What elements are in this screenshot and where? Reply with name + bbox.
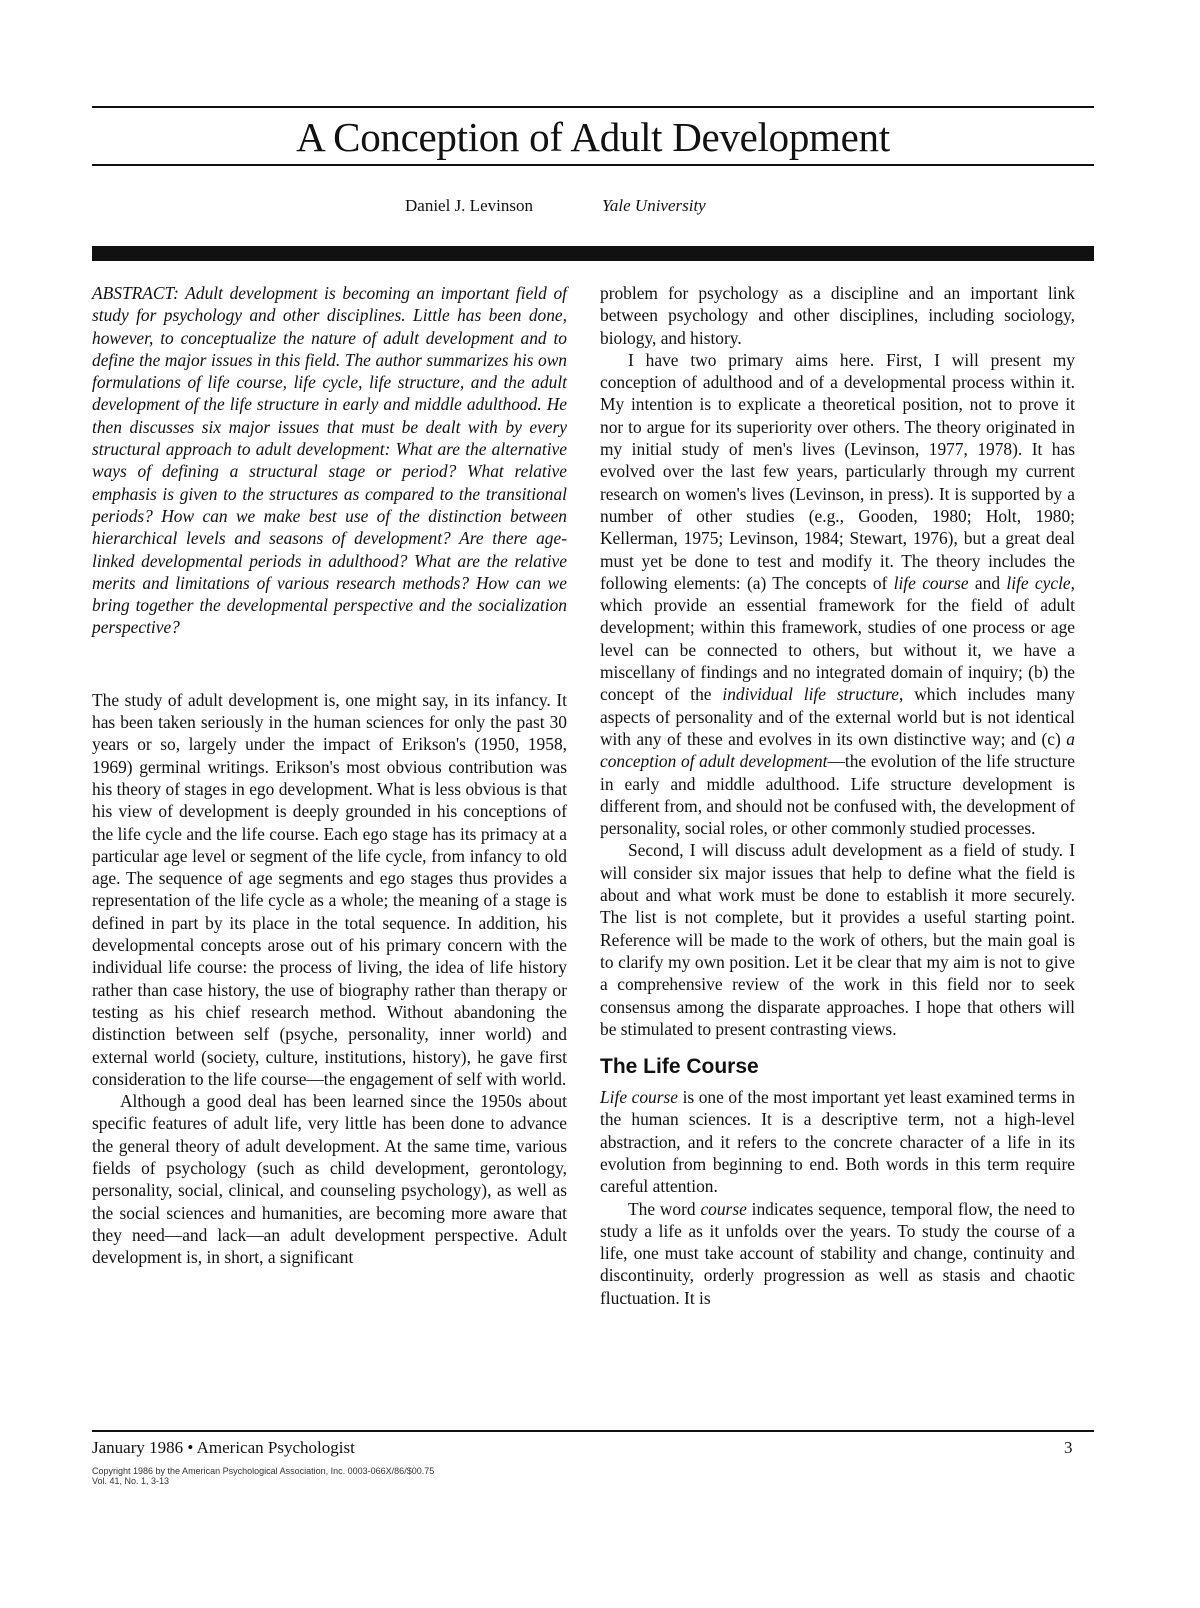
- body-paragraph: [600, 1086, 1075, 1197]
- body-paragraph: Although a good deal has been learned since the 1950s about specific features of adult life, very little has been done to advance the general theory of adult development. At the same time, various fields of psychology (such as child development, gerontology, personality, social, clinical, and counseling psychology), as well as the social sciences and humanities, are becoming more aware that they need—and lack—an adult development perspective. Adult development is, in short, a significant: [92, 1091, 567, 1268]
- author-affiliation: Yale University: [602, 196, 706, 215]
- term-conception-adult-development: a conception of adult development: [600, 728, 1075, 772]
- page-number: 3: [1064, 1438, 1073, 1457]
- term-individual-life-structure: individual life structure: [722, 684, 899, 705]
- term-life-cycle: life cycle: [1006, 572, 1071, 593]
- text-run: , which provide an essential framework for the field of adult development; within this framework, studies of one process or age level can be connected to others, but without it, we have a miscellany of findings and no integrated domain of inquiry; (b) the concept of the: [600, 572, 1075, 705]
- text-run: and: [968, 572, 1007, 593]
- left-column: [92, 282, 567, 1268]
- body-paragraph: Second, I will discuss adult development as a field of study. I will consider six major issues that help to define what the field is about and what work must be done to establish it more securely. The list is not complete, but it provides a useful starting point. Reference will be made to the work of others, but the main goal is to clarify my own position. Let it be clear that my aim is not to give a comprehensive review of the work in this field nor to seek consensus among the disparate approaches. I hope that others will be stimulated to present contrasting views.: [600, 840, 1075, 1039]
- body-paragraph: [600, 1198, 1075, 1309]
- body-paragraph: [600, 349, 1075, 840]
- copyright-notice: [92, 1466, 434, 1486]
- article-title: A Conception of Adult Development: [296, 114, 890, 160]
- text-run: , which includes many aspects of personality and of the external world but is not identical with any of these and evolves in its own distinctive way; and (c): [600, 684, 1075, 749]
- title-underline-rule: [92, 164, 1094, 166]
- thick-header-bar: [92, 246, 1094, 261]
- section-heading: The Life Course: [600, 1055, 759, 1079]
- body-paragraph: The study of adult development is, one might say, in its infancy. It has been taken seriously in the human sciences for only the past 30 years or so, largely under the impact of Erikson's (1950, 1958, 1969) germinal writings. Erikson's most obvious contribution was his theory of stages in ego development. What is less obvious is that his view of development is deeply grounded in his conceptions of the life cycle and the life course. Each ego stage has its primacy at a particular age level or segment of the life cycle, from infancy to old age. The sequence of age segments and ego stages thus provides a representation of the life cycle as a whole; the meaning of a stage is defined in part by its place in the total sequence. In addition, his developmental concepts arose out of his primary concern with the individual life course: the process of living, the idea of life history rather than case history, the use of biography rather than therapy or testing as his chief research method. Without abandoning the distinction between self (psyche, personality, inner world) and external world (society, culture, institutions, history), he gave first consideration to the life course—the engagement of self with world.: [92, 689, 567, 1089]
- text-run: —the evolution of the life structure in early and middle adulthood. Life structure development is different from, and should not be confused with, the development of personality, social roles, or other commonly studied processes.: [600, 751, 1075, 839]
- text-run: indicates sequence, temporal flow, the need to study a life as it unfolds over the years. To study the course of a life, one must take account of stability and change, continuity and discontinuity, orderly progression as well as stasis and chaotic fluctuation. It is: [600, 1198, 1075, 1308]
- text-run: The word: [628, 1198, 701, 1219]
- body-paragraph: problem for psychology as a discipline and an important link between psychology and other disciplines, including sociology, biology, and history.: [600, 283, 1075, 348]
- abstract: ABSTRACT: Adult development is becoming an important field of study for psychology and other disciplines. Little has been done, however, to conceptualize the nature of adult development and to define the major issues in this field. The author summarizes his own formulations of life course, life cycle, life structure, and the adult development of the life structure in early and middle adulthood. He then discusses six major issues that must be dealt with by every structural approach to adult development: What are the alternative ways of defining a structural stage or period? What relative emphasis is given to the structures as compared to the transitional periods? How can we make best use of the distinction between hierarchical levels and seasons of development? Are there age-linked developmental periods in adulthood? What are the relative merits and limitations of various research methods? How can we bring together the developmental perspective and the socialization perspective?: [92, 283, 567, 638]
- top-rule: [92, 106, 1094, 108]
- author-name: Daniel J. Levinson: [405, 196, 533, 215]
- journal-footer: January 1986 • American Psychologist: [92, 1438, 355, 1457]
- term-life-course: Life course: [600, 1087, 678, 1108]
- term-life-course: life course: [893, 572, 969, 593]
- footer-rule: [92, 1430, 1094, 1432]
- text-run: I have two primary aims here. First, I will present my conception of adulthood and of a developmental process within it. My intention is to explicate a theoretical position, not to prove it nor to argue for its superiority over others. The theory originated in my initial study of men's lives (Levinson, 1977, 1978). It has evolved over the last few years, particularly through my current research on women's lives (Levinson, in press). It is supported by a number of other studies (e.g., Gooden, 1980; Holt, 1980; Kellerman, 1975; Levinson, 1984; Stewart, 1976), but a great deal must yet be done to test and modify it. The theory includes the following elements: (a) The concepts of: [600, 349, 1075, 593]
- volume-line: Vol. 41, No. 1, 3-13: [92, 1476, 170, 1486]
- term-course: course: [700, 1198, 747, 1219]
- text-run: is one of the most important yet least examined terms in the human sciences. It is a descriptive term, not a high-level abstraction, and it refers to the concrete character of a life in its evolution from beginning to end. Both words in this term require careful attention.: [600, 1087, 1076, 1197]
- copyright-line: Copyright 1986 by the American Psychological Association, Inc. 0003-066X/86/$00.75: [92, 1466, 435, 1476]
- right-column: [600, 282, 1075, 1309]
